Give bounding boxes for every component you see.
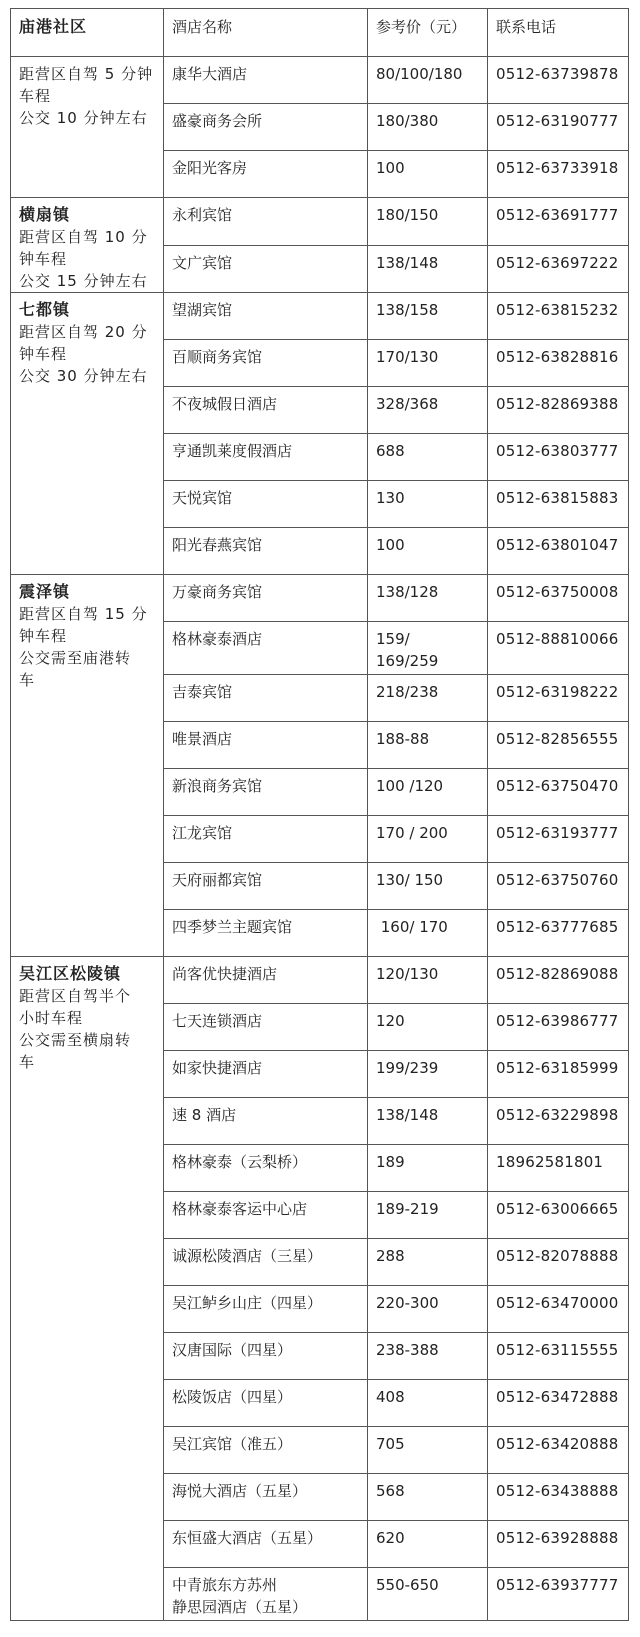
price: 138/158 bbox=[376, 301, 439, 319]
hotel-name: 不夜城假日酒店 bbox=[172, 395, 278, 413]
price-cell bbox=[368, 1192, 488, 1239]
price: 220-300 bbox=[376, 1294, 439, 1312]
phone-cell: 0512-63986777 bbox=[488, 1004, 629, 1051]
price-cell bbox=[368, 104, 488, 151]
region-info-line: 距营区自驾半个 bbox=[19, 987, 132, 1005]
hotel-name-cell bbox=[164, 340, 368, 387]
hotel-name: 中青旅东方苏州 bbox=[172, 1576, 278, 1594]
price-cell bbox=[368, 575, 488, 622]
phone-cell: 0512-82869088 bbox=[488, 957, 629, 1004]
region-info-line: 车程 bbox=[19, 87, 52, 105]
phone-cell: 0512-63828816 bbox=[488, 340, 629, 387]
region-cell bbox=[11, 198, 164, 293]
phone-cell: 0512-63750760 bbox=[488, 863, 629, 910]
phone-cell: 0512-82869388 bbox=[488, 387, 629, 434]
hotel-name-cell bbox=[164, 863, 368, 910]
hotel-name-cell bbox=[164, 1474, 368, 1521]
hotel-table bbox=[10, 8, 629, 1621]
price-cell bbox=[368, 245, 488, 293]
hotel-name: 金阳光客房 bbox=[172, 159, 248, 177]
hotel-name: 诚源松陵酒店（三星） bbox=[172, 1247, 323, 1265]
price-cell bbox=[368, 1286, 488, 1333]
hotel-name-cell bbox=[164, 57, 368, 104]
hotel-name: 新浪商务宾馆 bbox=[172, 777, 263, 795]
price-cell bbox=[368, 1004, 488, 1051]
hotel-name-cell bbox=[164, 1427, 368, 1474]
region-info-line: 公交需至横扇转 bbox=[19, 1031, 132, 1049]
hotel-name-cell bbox=[164, 1521, 368, 1568]
phone-cell: 18962581801 bbox=[488, 1145, 629, 1192]
price: 100 bbox=[376, 536, 405, 554]
price: 138/128 bbox=[376, 583, 439, 601]
hotel-name-cell bbox=[164, 481, 368, 528]
price-line-2: 169/259 bbox=[376, 652, 439, 670]
price: 568 bbox=[376, 1482, 405, 1500]
hotel-name: 康华大酒店 bbox=[172, 65, 248, 83]
hotel-name: 唯景酒店 bbox=[172, 730, 233, 748]
price: 138/148 bbox=[376, 1106, 439, 1124]
price: 120/130 bbox=[376, 965, 439, 983]
price: 100 /120 bbox=[376, 777, 444, 795]
hotel-name: 如家快捷酒店 bbox=[172, 1059, 263, 1077]
region-info-line: 公交 10 分钟左右 bbox=[19, 109, 148, 127]
region-info-line: 小时车程 bbox=[19, 1009, 84, 1027]
phone-cell: 0512-63777685 bbox=[488, 910, 629, 957]
price: 160/ 170 bbox=[376, 918, 448, 936]
price-cell bbox=[368, 151, 488, 198]
price-cell bbox=[368, 816, 488, 863]
header-row bbox=[11, 9, 629, 57]
hotel-name-cell bbox=[164, 104, 368, 151]
hotel-name-cell bbox=[164, 387, 368, 434]
phone-cell: 0512-63803777 bbox=[488, 434, 629, 481]
price: 189-219 bbox=[376, 1200, 439, 1218]
hotel-name-cell bbox=[164, 1192, 368, 1239]
hotel-name: 格林豪泰（云梨桥） bbox=[172, 1153, 308, 1171]
hotel-name: 天悦宾馆 bbox=[172, 489, 233, 507]
price: 138/148 bbox=[376, 253, 439, 272]
price: 130/ 150 bbox=[376, 871, 444, 889]
table-row bbox=[11, 575, 629, 622]
price-cell bbox=[368, 722, 488, 769]
table-row bbox=[11, 57, 629, 104]
region-title: 庙港社区 bbox=[19, 17, 88, 36]
price: 408 bbox=[376, 1388, 405, 1406]
region-title: 吴江区松陵镇 bbox=[19, 964, 122, 983]
phone-cell: 0512-63470000 bbox=[488, 1286, 629, 1333]
price-cell bbox=[368, 481, 488, 528]
price: 80/100/180 bbox=[376, 65, 463, 83]
price: 550-650 bbox=[376, 1576, 439, 1594]
hotel-name: 吴江鲈乡山庄（四星） bbox=[172, 1294, 323, 1312]
price: 170 / 200 bbox=[376, 824, 448, 842]
price-cell bbox=[368, 622, 488, 675]
phone-cell: 0512-63229898 bbox=[488, 1098, 629, 1145]
hotel-name-cell bbox=[164, 151, 368, 198]
phone-cell: 0512-63472888 bbox=[488, 1380, 629, 1427]
hotel-name-cell bbox=[164, 675, 368, 722]
price-cell bbox=[368, 1145, 488, 1192]
hotel-name-cell bbox=[164, 1239, 368, 1286]
hotel-name: 东恒盛大酒店（五星） bbox=[172, 1529, 323, 1547]
phone-cell: 0512-82856555 bbox=[488, 722, 629, 769]
table-row bbox=[11, 198, 629, 246]
hotel-name-cell bbox=[164, 1004, 368, 1051]
header-price: 参考价（元） bbox=[368, 9, 488, 57]
hotel-name: 万豪商务宾馆 bbox=[172, 583, 263, 601]
hotel-name-cell bbox=[164, 722, 368, 769]
region-info-line: 公交 15 分钟左右 bbox=[19, 272, 148, 290]
phone-cell: 0512-63115555 bbox=[488, 1333, 629, 1380]
price-cell bbox=[368, 340, 488, 387]
phone-cell: 0512-82078888 bbox=[488, 1239, 629, 1286]
phone-cell: 0512-63193777 bbox=[488, 816, 629, 863]
price: 120 bbox=[376, 1012, 405, 1030]
hotel-name: 格林豪泰酒店 bbox=[172, 630, 263, 648]
phone-cell: 0512-63733918 bbox=[488, 151, 629, 198]
hotel-name: 江龙宾馆 bbox=[172, 824, 233, 842]
phone-cell: 0512-63928888 bbox=[488, 1521, 629, 1568]
phone-cell: 0512-63438888 bbox=[488, 1474, 629, 1521]
hotel-name: 七天连锁酒店 bbox=[172, 1012, 263, 1030]
hotel-name-cell bbox=[164, 1145, 368, 1192]
price: 189 bbox=[376, 1153, 405, 1171]
phone-cell: 0512-63190777 bbox=[488, 104, 629, 151]
phone-cell: 0512-63691777 bbox=[488, 198, 629, 246]
price-cell bbox=[368, 1380, 488, 1427]
price-cell bbox=[368, 1333, 488, 1380]
price-cell bbox=[368, 1474, 488, 1521]
hotel-name-cell bbox=[164, 198, 368, 246]
hotel-name: 海悦大酒店（五星） bbox=[172, 1482, 308, 1500]
region-cell bbox=[11, 575, 164, 957]
price-cell bbox=[368, 863, 488, 910]
region-info-line: 距营区自驾 10 分 bbox=[19, 228, 148, 246]
hotel-name: 望湖宾馆 bbox=[172, 301, 233, 319]
region-info-line: 距营区自驾 5 分钟 bbox=[19, 65, 154, 83]
hotel-name-cell bbox=[164, 769, 368, 816]
hotel-name-cell bbox=[164, 1098, 368, 1145]
hotel-name-cell bbox=[164, 528, 368, 575]
hotel-name: 吴江宾馆（准五） bbox=[172, 1435, 293, 1453]
phone-cell: 0512-63739878 bbox=[488, 57, 629, 104]
hotel-name-cell bbox=[164, 1051, 368, 1098]
price: 188-88 bbox=[376, 730, 430, 748]
hotel-name-cell bbox=[164, 575, 368, 622]
hotel-name: 格林豪泰客运中心店 bbox=[172, 1200, 308, 1218]
header-region bbox=[11, 9, 164, 57]
phone-cell: 0512-88810066 bbox=[488, 622, 629, 675]
price: 159/ bbox=[376, 630, 410, 648]
hotel-name: 尚客优快捷酒店 bbox=[172, 965, 278, 983]
price-cell bbox=[368, 1051, 488, 1098]
price: 180/380 bbox=[376, 112, 439, 130]
hotel-name-cell bbox=[164, 910, 368, 957]
region-title: 震泽镇 bbox=[19, 582, 71, 601]
region-info-line: 公交 30 分钟左右 bbox=[19, 367, 148, 385]
price: 705 bbox=[376, 1435, 405, 1453]
price-cell bbox=[368, 1098, 488, 1145]
hotel-name: 速 8 酒店 bbox=[172, 1106, 237, 1124]
region-info-line: 距营区自驾 15 分 bbox=[19, 605, 148, 623]
phone-cell: 0512-63185999 bbox=[488, 1051, 629, 1098]
header-name: 酒店名称 bbox=[164, 9, 368, 57]
price-cell bbox=[368, 910, 488, 957]
price: 288 bbox=[376, 1247, 405, 1265]
hotel-name: 永利宾馆 bbox=[172, 206, 233, 224]
hotel-name: 天府丽都宾馆 bbox=[172, 871, 263, 889]
price: 199/239 bbox=[376, 1059, 439, 1077]
hotel-name: 百顺商务宾馆 bbox=[172, 348, 263, 366]
hotel-name-cell bbox=[164, 816, 368, 863]
price-cell bbox=[368, 1521, 488, 1568]
region-info-line: 钟车程 bbox=[19, 627, 68, 645]
table-row bbox=[11, 293, 629, 340]
price-cell bbox=[368, 1239, 488, 1286]
price-cell bbox=[368, 528, 488, 575]
price: 100 bbox=[376, 159, 405, 177]
region-title: 七都镇 bbox=[19, 300, 71, 319]
hotel-name-cell bbox=[164, 1333, 368, 1380]
region-cell bbox=[11, 957, 164, 1621]
price-cell bbox=[368, 1427, 488, 1474]
price: 180/150 bbox=[376, 206, 439, 224]
region-info-line: 钟车程 bbox=[19, 250, 68, 268]
hotel-name-cell bbox=[164, 1380, 368, 1427]
hotel-name-line-2: 静思园酒店（五星） bbox=[172, 1598, 308, 1616]
region-cell bbox=[11, 57, 164, 198]
hotel-name-cell bbox=[164, 622, 368, 675]
hotel-name-cell bbox=[164, 957, 368, 1004]
hotel-name: 松陵饭店（四星） bbox=[172, 1388, 293, 1406]
hotel-name: 吉泰宾馆 bbox=[172, 683, 233, 701]
price: 170/130 bbox=[376, 348, 439, 366]
price-cell bbox=[368, 769, 488, 816]
table-row bbox=[11, 957, 629, 1004]
phone-cell: 0512-63420888 bbox=[488, 1427, 629, 1474]
price-cell bbox=[368, 198, 488, 246]
price: 328/368 bbox=[376, 395, 439, 413]
region-cell bbox=[11, 293, 164, 575]
phone-cell: 0512-63750008 bbox=[488, 575, 629, 622]
price-cell bbox=[368, 957, 488, 1004]
hotel-name: 四季梦兰主题宾馆 bbox=[172, 918, 293, 936]
phone-cell: 0512-63815232 bbox=[488, 293, 629, 340]
region-info-line: 距营区自驾 20 分 bbox=[19, 323, 148, 341]
hotel-name: 亨通凯莱度假酒店 bbox=[172, 442, 293, 460]
hotel-name-cell bbox=[164, 245, 368, 293]
hotel-name-cell bbox=[164, 293, 368, 340]
phone-cell: 0512-63198222 bbox=[488, 675, 629, 722]
hotel-name-cell bbox=[164, 434, 368, 481]
hotel-name-cell bbox=[164, 1568, 368, 1621]
phone-cell: 0512-63697222 bbox=[488, 245, 629, 293]
price: 688 bbox=[376, 442, 405, 460]
phone-cell: 0512-63750470 bbox=[488, 769, 629, 816]
price: 218/238 bbox=[376, 683, 439, 701]
price-cell bbox=[368, 57, 488, 104]
region-info-line: 车 bbox=[19, 671, 36, 689]
price: 130 bbox=[376, 489, 405, 507]
region-title: 横扇镇 bbox=[19, 205, 71, 224]
region-info-line: 公交需至庙港转 bbox=[19, 649, 132, 667]
price-cell bbox=[368, 434, 488, 481]
hotel-name-cell bbox=[164, 1286, 368, 1333]
price-cell bbox=[368, 293, 488, 340]
region-info-line: 钟车程 bbox=[19, 345, 68, 363]
hotel-name: 阳光春燕宾馆 bbox=[172, 536, 263, 554]
price-cell bbox=[368, 1568, 488, 1621]
price-cell bbox=[368, 675, 488, 722]
region-info-line: 车 bbox=[19, 1053, 36, 1071]
phone-cell: 0512-63937777 bbox=[488, 1568, 629, 1621]
header-phone: 联系电话 bbox=[488, 9, 629, 57]
hotel-name: 文广宾馆 bbox=[172, 253, 233, 272]
price: 238-388 bbox=[376, 1341, 439, 1359]
phone-cell: 0512-63006665 bbox=[488, 1192, 629, 1239]
phone-cell: 0512-63801047 bbox=[488, 528, 629, 575]
hotel-name: 汉唐国际（四星） bbox=[172, 1341, 293, 1359]
phone-cell: 0512-63815883 bbox=[488, 481, 629, 528]
price: 620 bbox=[376, 1529, 405, 1547]
hotel-name: 盛豪商务会所 bbox=[172, 112, 263, 130]
price-cell bbox=[368, 387, 488, 434]
